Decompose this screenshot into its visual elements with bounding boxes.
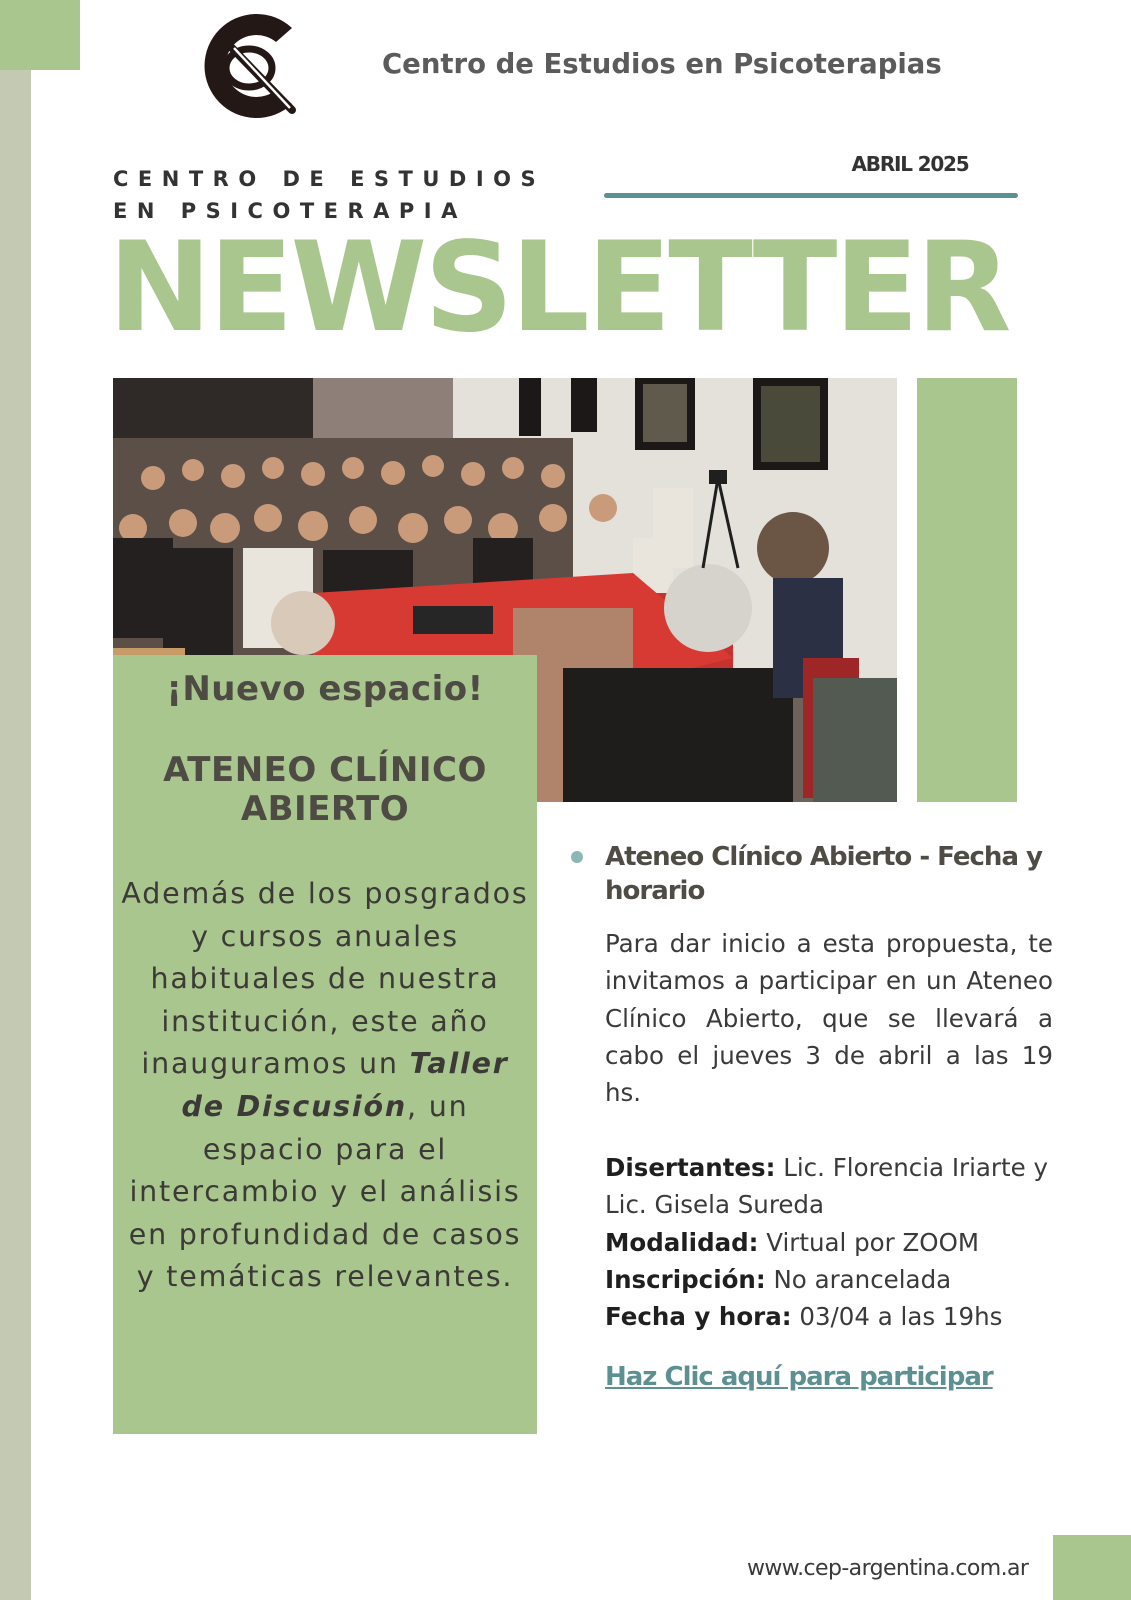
datetime-value: 03/04 a las 19hs (791, 1302, 1003, 1332)
bottom-right-corner-block (1053, 1535, 1131, 1600)
announcement-card (113, 655, 537, 1434)
card-body-text: Además de los posgrados y cursos anuales habituales de nuestra institución, este año inauguramos un (121, 877, 529, 1081)
card-title-line-1: ATENEO CLÍNICO (163, 750, 487, 790)
speakers-value: Lic. Florencia Iriarte y Lic. Gisela Sureda (605, 1153, 1048, 1220)
card-body (119, 873, 531, 1299)
mode-value: Virtual por ZOOM (758, 1227, 980, 1257)
signup-label: Inscripción: (605, 1264, 766, 1294)
org-spaced-line-2: EN PSICOTERAPIA (113, 199, 467, 223)
event-details (605, 1149, 1065, 1335)
signup-value: No arancelada (765, 1264, 952, 1294)
date-divider (604, 193, 1018, 198)
left-decorative-strip (0, 0, 31, 1600)
mode-label: Modalidad: (605, 1227, 759, 1257)
org-spaced-line-1: CENTRO DE ESTUDIOS (113, 167, 546, 191)
bullet-dot-icon (571, 851, 583, 863)
website-url: www.cep-argentina.com.ar (747, 1556, 1029, 1581)
event-intro: Para dar inicio a esta propuesta, te invitamos a participar en un Ateneo Clínico Abierto, que se llevará a cabo el jueves 3 de abril a las 19 hs. (605, 929, 1053, 1108)
organization-name: Centro de Estudios en Psicoterapias (382, 48, 942, 80)
card-body-emphasis: Taller de Discusión (181, 1047, 509, 1123)
card-body-text-end: , un espacio para el intercambio y el análisis en profundidad de casos y temáticas relevantes. (128, 1089, 522, 1294)
event-heading: Ateneo Clínico Abierto - Fecha y horario (605, 842, 1042, 906)
speakers-label: Disertantes: (605, 1153, 776, 1182)
top-left-corner-block (0, 0, 80, 70)
cep-logo-icon (192, 10, 304, 122)
card-title (113, 751, 537, 829)
green-accent-bar (917, 378, 1017, 802)
newsletter-title: NEWSLETTER (108, 216, 1009, 360)
participate-link[interactable]: Haz Clic aquí para participar (605, 1362, 993, 1392)
card-kicker: ¡Nuevo espacio! (166, 669, 484, 709)
datetime-label: Fecha y hora: (605, 1302, 792, 1332)
issue-date: ABRIL 2025 (851, 152, 969, 176)
card-title-line-2: ABIERTO (240, 789, 410, 829)
